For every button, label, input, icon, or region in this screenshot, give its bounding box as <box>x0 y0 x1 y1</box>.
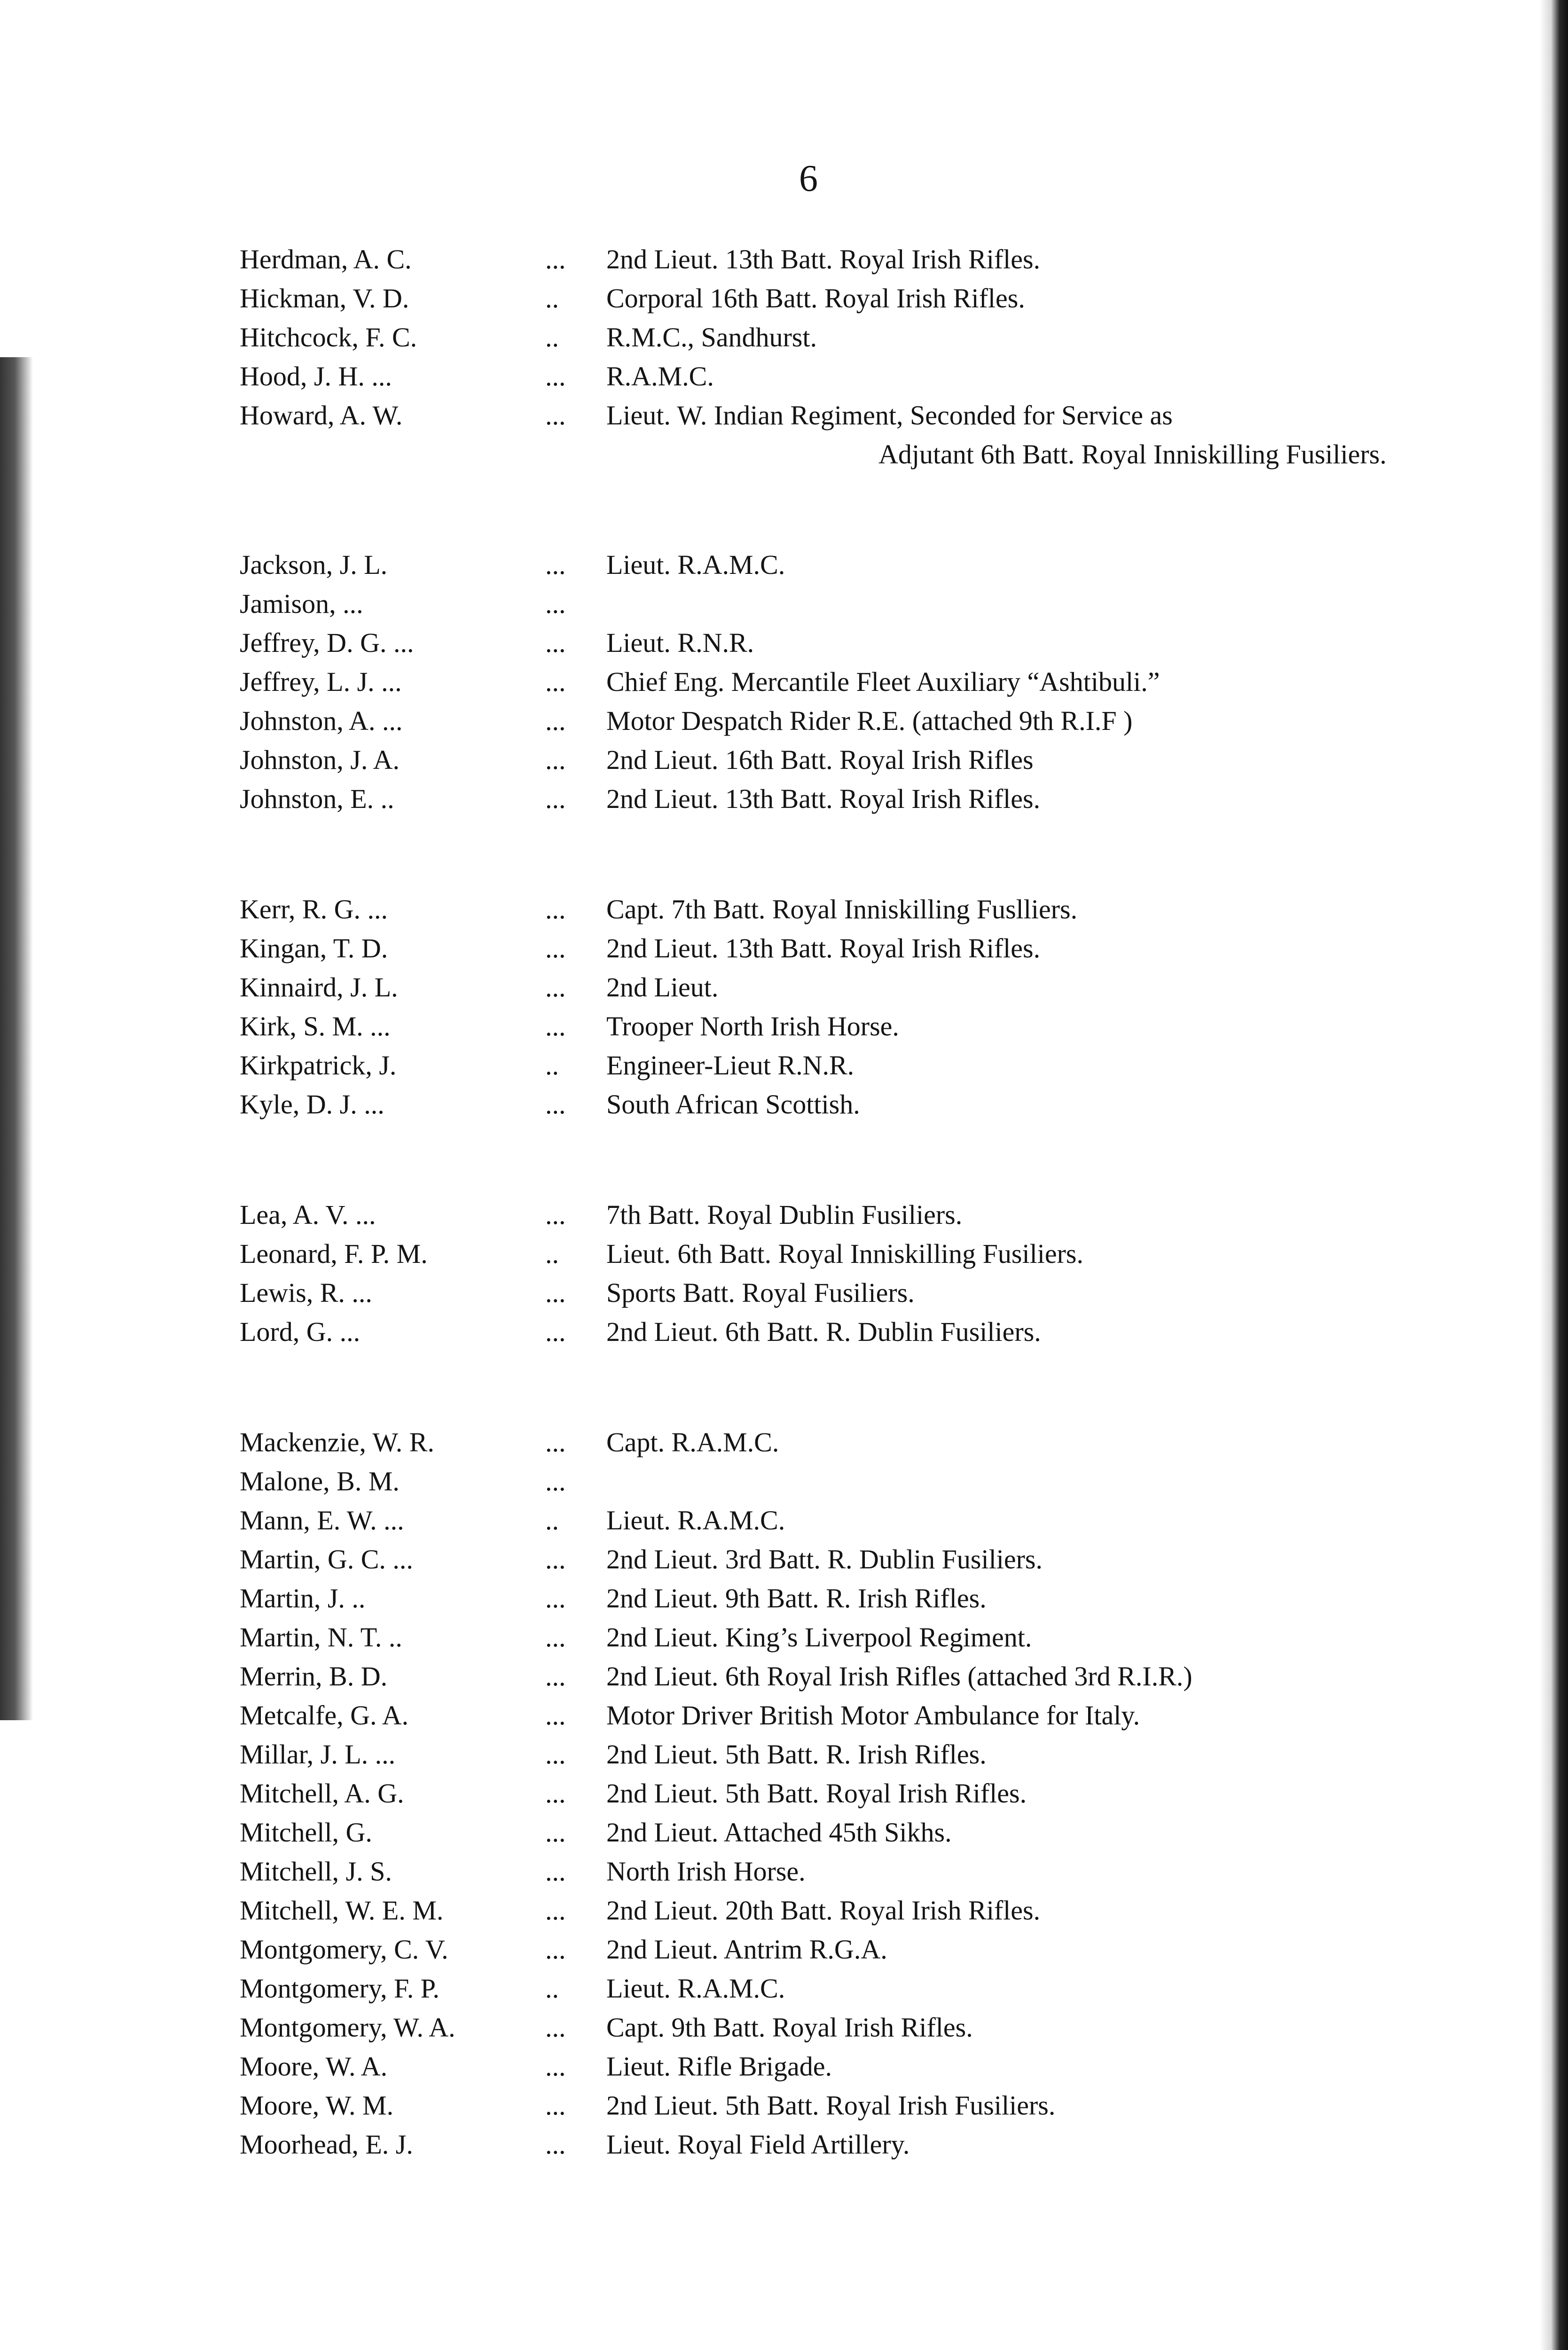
entry-service-text: Lieut. Royal Field Artillery. <box>606 2129 910 2160</box>
entry-leader-dots: ... <box>545 1700 566 1731</box>
roll-entry <box>240 1813 1387 1852</box>
entry-service <box>606 2008 1387 2047</box>
entry-leader-dots: ... <box>545 894 566 924</box>
entry-service <box>606 1501 1387 1540</box>
roll-entry <box>240 1501 1387 1540</box>
roll-entry <box>240 1423 1387 1462</box>
entry-name: Martin, N. T. .. <box>240 1622 402 1653</box>
entry-leader-dots: .. <box>545 1973 559 2004</box>
roll-entry <box>240 396 1387 474</box>
roll-entry <box>240 1774 1387 1813</box>
entry-service-text: Motor Driver British Motor Ambulance for Italy. <box>606 1700 1140 1731</box>
entry-leader-dots: ... <box>545 2012 566 2043</box>
entry-leader-dots: ... <box>545 2090 566 2121</box>
entry-service <box>606 1852 1387 1891</box>
entry-leader-dots: ... <box>545 1778 566 1809</box>
entry-service <box>606 1618 1387 1657</box>
entry-service-text: 2nd Lieut. 13th Batt. Royal Irish Rifles. <box>606 244 1041 274</box>
entry-service <box>606 662 1387 701</box>
entry-service-text: South African Scottish. <box>606 1089 860 1120</box>
entry-leader-dots: ... <box>545 1199 566 1230</box>
entry-service <box>606 1046 1387 1085</box>
entry-name: Mitchell, A. G. <box>240 1778 404 1809</box>
entry-leader-dots: ... <box>545 244 566 274</box>
entry-service <box>606 396 1387 474</box>
roll-entry <box>240 701 1387 740</box>
entry-leader-dots: ... <box>545 783 566 814</box>
entry-leader-dots: ... <box>545 1316 566 1347</box>
entry-service-text: R.A.M.C. <box>606 361 714 392</box>
entry-service-text: Lieut. R.A.M.C. <box>606 1505 785 1535</box>
entry-leader-dots: ... <box>545 744 566 775</box>
entry-leader-dots: ... <box>545 1089 566 1120</box>
entry-leader-dots: ... <box>545 1661 566 1692</box>
entry-leader-dots: ... <box>545 1817 566 1848</box>
roll-entry <box>240 1312 1387 1351</box>
entry-leader-dots: ... <box>545 933 566 964</box>
entry-service-text: 2nd Lieut. King’s Liverpool Regiment. <box>606 1622 1032 1653</box>
entry-service <box>606 701 1387 740</box>
roll-entry <box>240 740 1387 779</box>
entry-leader-dots: ... <box>545 972 566 1003</box>
entry-leader-dots: .. <box>545 1238 559 1269</box>
roll-entry <box>240 929 1387 968</box>
entry-name: Kingan, T. D. <box>240 933 388 964</box>
entry-service-text: Corporal 16th Batt. Royal Irish Rifles. <box>606 283 1025 313</box>
entry-service <box>606 1774 1387 1813</box>
surname-group <box>240 890 1387 1124</box>
entry-service <box>606 740 1387 779</box>
entry-service <box>606 968 1387 1007</box>
entry-name: Martin, G. C. ... <box>240 1544 413 1574</box>
roll-entry <box>240 1735 1387 1774</box>
entry-name: Jeffrey, L. J. ... <box>240 666 402 697</box>
entry-service-text: 2nd Lieut. 6th Batt. R. Dublin Fusiliers. <box>606 1316 1041 1347</box>
entry-leader-dots: .. <box>545 1050 559 1081</box>
entry-service <box>606 1007 1387 1046</box>
entry-service <box>606 1891 1387 1930</box>
entry-name: Kirkpatrick, J. <box>240 1050 397 1081</box>
entry-service-text: 2nd Lieut. 3rd Batt. R. Dublin Fusiliers. <box>606 1544 1043 1574</box>
entry-service <box>606 779 1387 818</box>
roll-entry <box>240 357 1387 396</box>
entry-service-text: Lieut. Rifle Brigade. <box>606 2051 832 2082</box>
entry-name: Montgomery, F. P. <box>240 1973 440 2004</box>
roll-entry <box>240 968 1387 1007</box>
entry-service <box>606 1540 1387 1579</box>
entry-name: Moore, W. M. <box>240 2090 394 2121</box>
roll-entry <box>240 584 1387 623</box>
entry-service <box>606 1969 1387 2008</box>
entry-name: Jamison, ... <box>240 588 363 619</box>
entry-name: Malone, B. M. <box>240 1466 400 1496</box>
entry-service <box>606 318 1387 357</box>
roll-entry <box>240 2125 1387 2164</box>
surname-group <box>240 1423 1387 2164</box>
entry-service-text: 2nd Lieut. 13th Batt. Royal Irish Rifles. <box>606 933 1041 964</box>
entry-service <box>606 1195 1387 1234</box>
entry-name: Jackson, J. L. <box>240 549 388 580</box>
roll-entry <box>240 890 1387 929</box>
entry-name: Kerr, R. G. ... <box>240 894 388 924</box>
entry-service <box>606 929 1387 968</box>
roll-entry <box>240 662 1387 701</box>
entry-service-text: 2nd Lieut. 16th Batt. Royal Irish Rifles <box>606 744 1034 775</box>
entry-service-text: 2nd Lieut. 5th Batt. Royal Irish Fusiliers. <box>606 2090 1056 2121</box>
entry-name: Moore, W. A. <box>240 2051 388 2082</box>
roll-entry <box>240 318 1387 357</box>
entry-name: Howard, A. W. <box>240 400 403 431</box>
entry-leader-dots: ... <box>545 2129 566 2160</box>
surname-group <box>240 1195 1387 1351</box>
entry-leader-dots: ... <box>545 627 566 658</box>
roll-entry <box>240 545 1387 584</box>
roll-entry <box>240 1696 1387 1735</box>
roll-entry <box>240 1579 1387 1618</box>
roll-entry <box>240 1085 1387 1124</box>
entry-leader-dots: ... <box>545 1427 566 1457</box>
entry-service <box>606 1696 1387 1735</box>
entry-service <box>606 1930 1387 1969</box>
entry-service <box>606 1657 1387 1696</box>
entry-service <box>606 2125 1387 2164</box>
entry-name: Jeffrey, D. G. ... <box>240 627 414 658</box>
entry-name: Mann, E. W. ... <box>240 1505 404 1535</box>
roll-entry <box>240 1046 1387 1085</box>
service-roll-list <box>240 240 1387 2164</box>
roll-entry <box>240 1462 1387 1501</box>
entry-name: Johnston, A. ... <box>240 705 403 736</box>
roll-entry <box>240 1891 1387 1930</box>
entry-name: Montgomery, W. A. <box>240 2012 455 2043</box>
entry-name: Kirk, S. M. ... <box>240 1011 391 1042</box>
entry-service-text: R.M.C., Sandhurst. <box>606 322 817 352</box>
entry-service <box>606 240 1387 279</box>
entry-service-text: 2nd Lieut. 20th Batt. Royal Irish Rifles. <box>606 1895 1041 1926</box>
entry-service <box>606 623 1387 662</box>
entry-leader-dots: ... <box>545 1466 566 1496</box>
roll-entry <box>240 1618 1387 1657</box>
entry-service-text: Lieut. R.A.M.C. <box>606 549 785 580</box>
roll-entry <box>240 1540 1387 1579</box>
entry-name: Mitchell, J. S. <box>240 1856 392 1887</box>
entry-service <box>606 357 1387 396</box>
entry-name: Mitchell, W. E. M. <box>240 1895 444 1926</box>
entry-leader-dots: .. <box>545 1505 559 1535</box>
entry-service <box>606 1813 1387 1852</box>
roll-entry <box>240 1852 1387 1891</box>
entry-service <box>606 890 1387 929</box>
roll-entry <box>240 1969 1387 2008</box>
page-edge-shadow <box>1540 0 1568 2350</box>
roll-entry <box>240 1273 1387 1312</box>
entry-leader-dots: .. <box>545 322 559 352</box>
entry-leader-dots: ... <box>545 1583 566 1614</box>
roll-entry <box>240 779 1387 818</box>
entry-service-text: 2nd Lieut. <box>606 972 719 1003</box>
entry-name: Merrin, B. D. <box>240 1661 388 1692</box>
entry-service-text: Chief Eng. Mercantile Fleet Auxiliary “Ashtibuli.” <box>606 666 1160 697</box>
roll-entry <box>240 2047 1387 2086</box>
entry-leader-dots: ... <box>545 705 566 736</box>
entry-leader-dots: .. <box>545 283 559 313</box>
roll-entry <box>240 1195 1387 1234</box>
entry-service-text: Lieut. R.N.R. <box>606 627 754 658</box>
roll-entry <box>240 1007 1387 1046</box>
entry-service <box>606 279 1387 318</box>
roll-entry <box>240 2086 1387 2125</box>
page-number: 6 <box>799 158 818 199</box>
entry-service <box>606 1735 1387 1774</box>
entry-service <box>606 1423 1387 1462</box>
entry-leader-dots: ... <box>545 1856 566 1887</box>
entry-service-text: Lieut. R.A.M.C. <box>606 1973 785 2004</box>
entry-name: Kyle, D. J. ... <box>240 1089 384 1120</box>
entry-name: Johnston, E. .. <box>240 783 394 814</box>
entry-name: Martin, J. .. <box>240 1583 366 1614</box>
entry-name: Lea, A. V. ... <box>240 1199 376 1230</box>
roll-entry <box>240 1930 1387 1969</box>
entry-leader-dots: ... <box>545 1895 566 1926</box>
roll-entry <box>240 2008 1387 2047</box>
entry-service-continuation: Adjutant 6th Batt. Royal Inniskilling Fusiliers. <box>878 439 1387 470</box>
entry-service-text: 2nd Lieut. 9th Batt. R. Irish Rifles. <box>606 1583 987 1614</box>
entry-service <box>606 1312 1387 1351</box>
entry-service <box>606 1085 1387 1124</box>
entry-service <box>606 545 1387 584</box>
roll-entry <box>240 1657 1387 1696</box>
entry-service <box>606 2047 1387 2086</box>
surname-group <box>240 545 1387 818</box>
entry-service-text: 7th Batt. Royal Dublin Fusiliers. <box>606 1199 963 1230</box>
entry-service <box>606 1579 1387 1618</box>
entry-service <box>606 2086 1387 2125</box>
entry-service-text: 2nd Lieut. Attached 45th Sikhs. <box>606 1817 952 1848</box>
entry-service-text: 2nd Lieut. 5th Batt. Royal Irish Rifles. <box>606 1778 1027 1809</box>
entry-service-text: North Irish Horse. <box>606 1856 806 1887</box>
entry-service-text: 2nd Lieut. 5th Batt. R. Irish Rifles. <box>606 1739 987 1770</box>
entry-name: Hickman, V. D. <box>240 283 409 313</box>
entry-service-text: Capt. 9th Batt. Royal Irish Rifles. <box>606 2012 973 2043</box>
roll-entry <box>240 279 1387 318</box>
entry-name: Lord, G. ... <box>240 1316 361 1347</box>
entry-name: Metcalfe, G. A. <box>240 1700 409 1731</box>
entry-service-text: 2nd Lieut. 13th Batt. Royal Irish Rifles. <box>606 783 1041 814</box>
roll-entry <box>240 240 1387 279</box>
entry-service-text: 2nd Lieut. 6th Royal Irish Rifles (attached 3rd R.I.R.) <box>606 1661 1192 1692</box>
entry-name: Hitchcock, F. C. <box>240 322 417 352</box>
entry-leader-dots: ... <box>545 400 566 431</box>
entry-name: Montgomery, C. V. <box>240 1934 448 1965</box>
entry-service-text: Motor Despatch Rider R.E. (attached 9th R.I.F ) <box>606 705 1133 736</box>
entry-leader-dots: ... <box>545 588 566 619</box>
entry-service-text: Sports Batt. Royal Fusiliers. <box>606 1277 915 1308</box>
entry-service <box>606 1273 1387 1312</box>
entry-service <box>606 1234 1387 1273</box>
roll-entry <box>240 1234 1387 1273</box>
entry-leader-dots: ... <box>545 1544 566 1574</box>
entry-name: Johnston, J. A. <box>240 744 400 775</box>
entry-leader-dots: ... <box>545 1934 566 1965</box>
entry-name: Hood, J. H. ... <box>240 361 392 392</box>
entry-leader-dots: ... <box>545 2051 566 2082</box>
entry-service-text: 2nd Lieut. Antrim R.G.A. <box>606 1934 887 1965</box>
entry-name: Millar, J. L. ... <box>240 1739 396 1770</box>
entry-leader-dots: ... <box>545 1011 566 1042</box>
entry-name: Kinnaird, J. L. <box>240 972 398 1003</box>
entry-leader-dots: ... <box>545 1622 566 1653</box>
entry-name: Leonard, F. P. M. <box>240 1238 428 1269</box>
roll-entry <box>240 623 1387 662</box>
entry-leader-dots: ... <box>545 666 566 697</box>
entry-leader-dots: ... <box>545 1739 566 1770</box>
entry-name: Mitchell, G. <box>240 1817 372 1848</box>
entry-service-text: Lieut. W. Indian Regiment, Seconded for Service as <box>606 400 1173 431</box>
surname-group <box>240 240 1387 474</box>
entry-name: Moorhead, E. J. <box>240 2129 413 2160</box>
entry-service-text: Lieut. 6th Batt. Royal Inniskilling Fusiliers. <box>606 1238 1083 1269</box>
entry-service-text: Capt. R.A.M.C. <box>606 1427 779 1457</box>
entry-service-text: Engineer-Lieut R.N.R. <box>606 1050 855 1081</box>
entry-leader-dots: ... <box>545 549 566 580</box>
entry-name: Herdman, A. C. <box>240 244 412 274</box>
entry-name: Lewis, R. ... <box>240 1277 372 1308</box>
book-binding-shadow <box>0 357 33 1720</box>
entry-service-text: Capt. 7th Batt. Royal Inniskilling Fuslliers. <box>606 894 1078 924</box>
entry-leader-dots: ... <box>545 361 566 392</box>
entry-name: Mackenzie, W. R. <box>240 1427 434 1457</box>
entry-leader-dots: ... <box>545 1277 566 1308</box>
entry-service-text: Trooper North Irish Horse. <box>606 1011 899 1042</box>
